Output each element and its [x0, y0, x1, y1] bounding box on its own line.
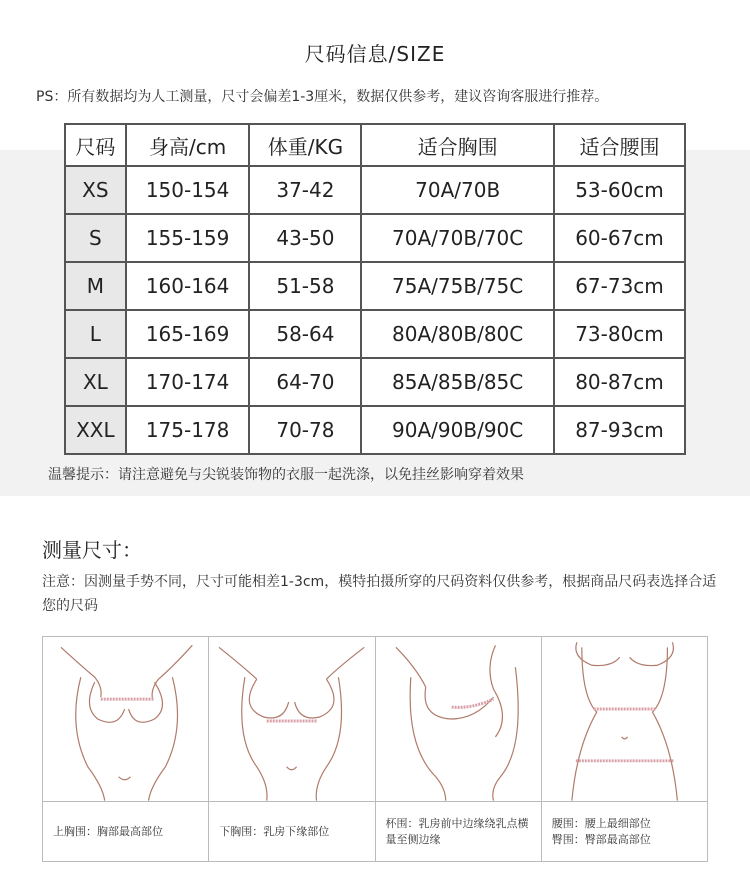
figure-waist-hip	[542, 637, 707, 861]
cell-waist: 73-80cm	[554, 310, 685, 358]
size-table	[64, 123, 686, 455]
cell-height: 150-154	[126, 166, 250, 214]
cell-weight: 51-58	[249, 262, 361, 310]
table-row	[65, 406, 685, 454]
figure-under-bust	[209, 637, 375, 861]
cell-waist: 67-73cm	[554, 262, 685, 310]
cell-bust: 70A/70B	[361, 166, 554, 214]
measurement-figures	[42, 636, 708, 862]
cell-size: L	[65, 310, 126, 358]
waist-hip-illustration	[542, 637, 707, 802]
upper-bust-illustration	[43, 637, 208, 802]
header-waist: 适合腰围	[554, 124, 685, 166]
table-row	[65, 214, 685, 262]
cell-height: 165-169	[126, 310, 250, 358]
cell-waist: 87-93cm	[554, 406, 685, 454]
cell-waist: 80-87cm	[554, 358, 685, 406]
waist-caption: 腰围：腰上最细部位	[551, 816, 651, 830]
measure-note: 注意：因测量手势不同，尺寸可能相差1-3cm，模特拍摄所穿的尺码资料仅供参考，根据商品尺码表选择合适您的尺码	[42, 574, 717, 614]
cell-waist: 53-60cm	[554, 166, 685, 214]
table-row	[65, 358, 685, 406]
ps-note: PS：所有数据均为人工测量，尺寸会偏差1-3厘米，数据仅供参考，建议咨询客服进行推荐。	[36, 89, 609, 105]
cell-height: 170-174	[126, 358, 250, 406]
cell-waist: 60-67cm	[554, 214, 685, 262]
cell-size: M	[65, 262, 126, 310]
cell-bust: 90A/90B/90C	[361, 406, 554, 454]
cell-size: XXL	[65, 406, 126, 454]
cell-height: 155-159	[126, 214, 250, 262]
waist-hip-caption	[542, 802, 707, 861]
under-bust-illustration	[209, 637, 374, 802]
cell-size: S	[65, 214, 126, 262]
figure-upper-bust	[43, 637, 209, 861]
header-bust: 适合胸围	[361, 124, 554, 166]
cell-weight: 43-50	[249, 214, 361, 262]
figure-cup	[376, 637, 542, 861]
measure-heading: 测量尺寸：	[42, 538, 142, 562]
table-header-row	[65, 124, 685, 166]
cell-bust: 75A/75B/75C	[361, 262, 554, 310]
upper-bust-caption: 上胸围：胸部最高部位	[53, 824, 163, 838]
header-weight: 体重/KG	[249, 124, 361, 166]
cell-bust: 70A/70B/70C	[361, 214, 554, 262]
cell-weight: 37-42	[249, 166, 361, 214]
cell-size: XS	[65, 166, 126, 214]
table-row	[65, 166, 685, 214]
header-size: 尺码	[65, 124, 126, 166]
table-row	[65, 310, 685, 358]
cup-illustration	[376, 637, 541, 802]
cup-caption: 杯围：乳房前中边缘绕乳点横量至侧边缘	[385, 816, 529, 846]
cell-height: 160-164	[126, 262, 250, 310]
page-title: 尺码信息/SIZE	[304, 42, 446, 66]
cell-weight: 64-70	[249, 358, 361, 406]
header-height: 身高/cm	[126, 124, 250, 166]
cell-bust: 80A/80B/80C	[361, 310, 554, 358]
hip-caption: 臀围：臀部最高部位	[551, 832, 651, 846]
cell-weight: 58-64	[249, 310, 361, 358]
care-tip: 温馨提示：请注意避免与尖锐装饰物的衣服一起洗涤，以免挂丝影响穿着效果	[48, 467, 524, 483]
cell-size: XL	[65, 358, 126, 406]
under-bust-caption: 下胸围：乳房下缘部位	[219, 824, 330, 838]
cell-bust: 85A/85B/85C	[361, 358, 554, 406]
cell-height: 175-178	[126, 406, 250, 454]
cell-weight: 70-78	[249, 406, 361, 454]
table-row	[65, 262, 685, 310]
